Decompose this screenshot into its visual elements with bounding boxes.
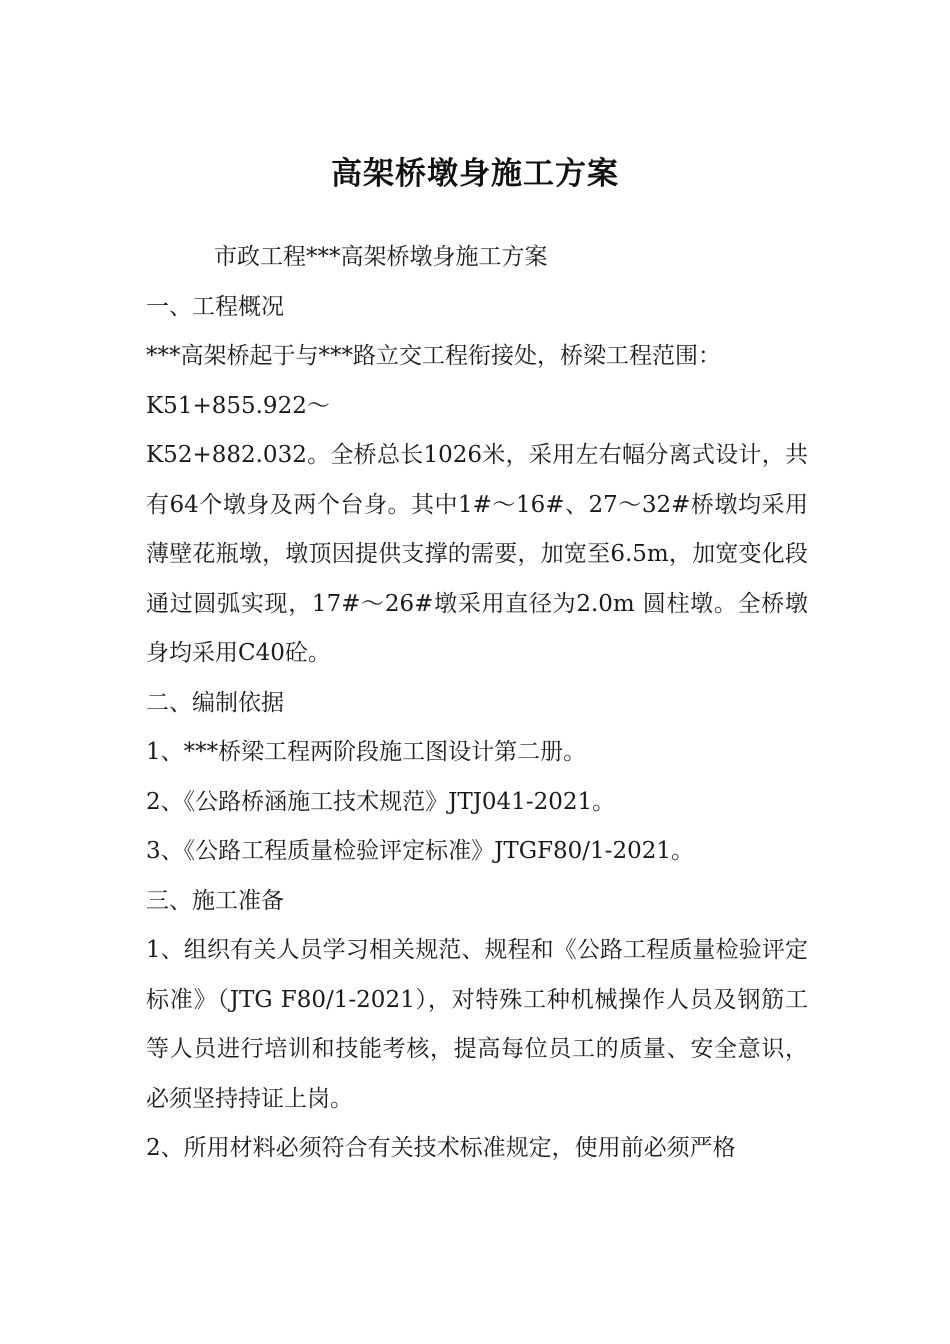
list-item: 2、所用材料必须符合有关技术标准规定，使用前必须严格: [146, 1135, 736, 1161]
subtitle-paragraph: 市政工程***高架桥墩身施工方案: [214, 244, 548, 270]
section-heading-overview: 一、工程概况: [146, 293, 284, 320]
list-item: 1、组织有关人员学习相关规范、规程和《公路工程质量检验评定标准》（JTG F80/1-2021），对特殊工种机械操作人员及钢筋工等人员进行培训和技能考核，提高每位员工的质量、安全意识，必须坚持持证上岗。: [146, 937, 808, 1112]
list-item: 3、《公路工程质量检验评定标准》JTGF80/1-2021。: [146, 838, 694, 864]
body-paragraph: ***高架桥起于与***路立交工程衔接处，桥梁工程范围：: [146, 343, 721, 369]
body-paragraph: K52+882.032。全桥总长1026米，采用左右幅分离式设计，共有64个墩身及两个台身。其中1#～16#、27～32#桥墩均采用薄壁花瓶墩，墩顶因提供支撑的需要，加宽至6.5m，加宽变化段通过圆弧实现，17#～26#墩采用直径为2.0m 圆柱墩。全桥墩身均采用C40砼。: [146, 442, 808, 666]
section-heading-basis: 二、编制依据: [146, 689, 284, 716]
list-item: 2、《公路桥涵施工技术规范》JTJ041-2021。: [146, 788, 616, 815]
document-body: [146, 233, 808, 1174]
document-title: 高架桥墩身施工方案: [331, 155, 619, 192]
list-item: 1、***桥梁工程两阶段施工图设计第二册。: [146, 739, 587, 765]
body-paragraph: K51+855.922～: [146, 392, 330, 419]
section-heading-preparation: 三、施工准备: [146, 887, 284, 914]
